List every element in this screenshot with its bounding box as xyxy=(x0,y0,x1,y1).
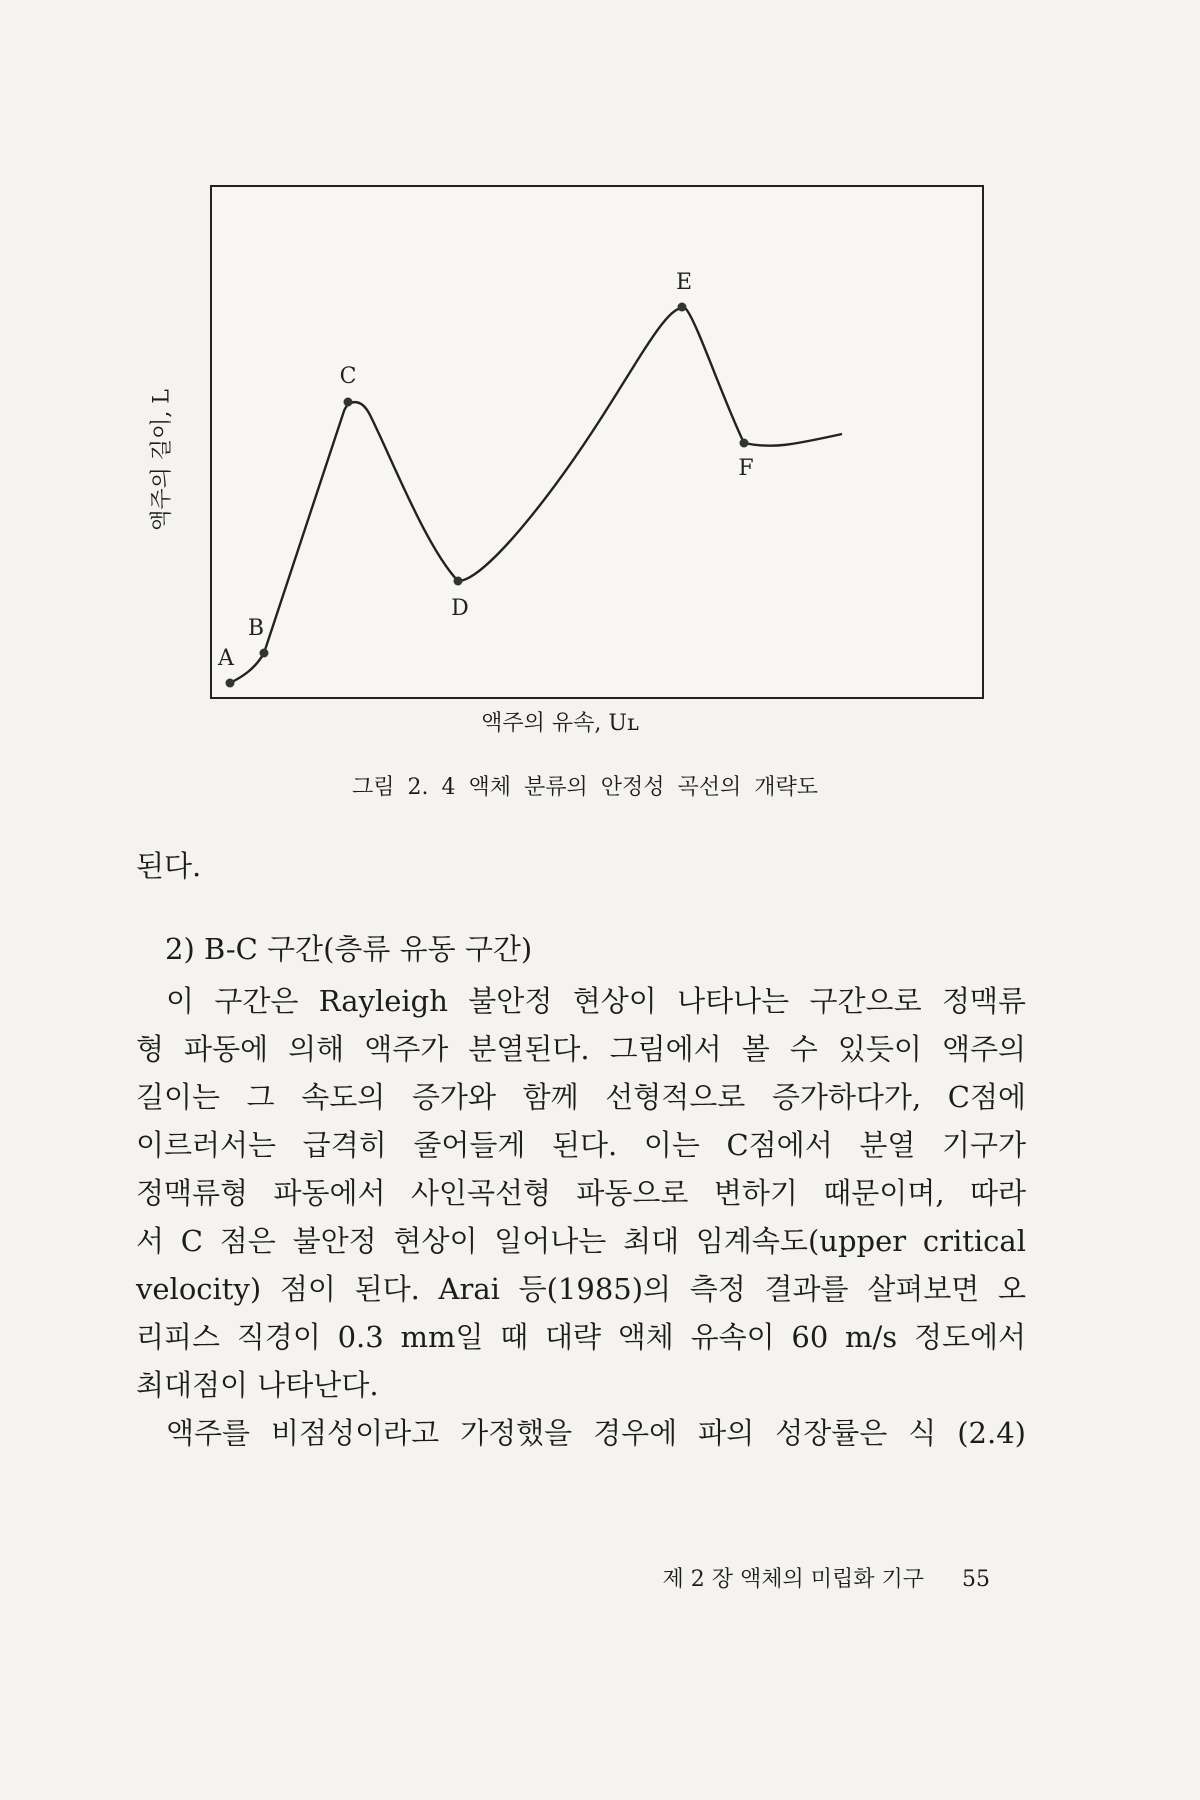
point-e-label: E xyxy=(675,270,693,295)
x-axis-label: 액주의 유속, Uʟ xyxy=(481,711,639,736)
stability-curve-figure xyxy=(210,185,984,699)
text-line: 길이는 그 속도의 증가와 함께 선형적으로 증가하다가, C점에 xyxy=(136,1080,1026,1114)
text-line: 형 파동에 의해 액주가 분열된다. 그림에서 볼 수 있듯이 액주의 xyxy=(136,1032,1026,1066)
stability-curve-plot xyxy=(212,187,982,697)
page-footer xyxy=(663,1562,990,1593)
point-e-marker xyxy=(678,303,687,312)
point-a-label: A xyxy=(218,646,234,671)
text-line: 서 C 점은 불안정 현상이 일어나는 최대 임계속도(upper critical xyxy=(136,1224,1026,1258)
point-d-label: D xyxy=(451,596,469,621)
point-b-label: B xyxy=(247,616,265,641)
text-line: 액주를 비점성이라고 가정했을 경우에 파의 성장률은 식 (2.4) xyxy=(166,1416,1026,1450)
stability-curve xyxy=(230,308,842,683)
text-line: 이르러서는 급격히 줄어들게 된다. 이는 C점에서 분열 기구가 xyxy=(136,1128,1026,1162)
point-d-marker xyxy=(454,577,463,586)
figure-caption: 그림 2. 4 액체 분류의 안정성 곡선의 개략도 xyxy=(352,775,818,800)
text-line: 이 구간은 Rayleigh 불안정 현상이 나타나는 구간으로 정맥류 xyxy=(166,984,1026,1018)
point-c-label: C xyxy=(339,364,357,389)
chapter-title: 제 2 장 액체의 미립화 기구 xyxy=(662,1567,924,1592)
page-number: 55 xyxy=(962,1567,990,1592)
paragraph-1 xyxy=(136,977,1026,1457)
previous-paragraph-end xyxy=(136,842,1026,890)
point-c-marker xyxy=(344,398,353,407)
text-line: 리피스 직경이 0.3 mm일 때 대략 액체 유속이 60 m/s 정도에서 xyxy=(136,1320,1026,1354)
y-axis-label: 액주의 길이, L xyxy=(149,389,175,531)
point-f-marker xyxy=(740,439,749,448)
text-line: 정맥류형 파동에서 사인곡선형 파동으로 변하기 때문이며, 따라 xyxy=(136,1176,1026,1210)
point-b-marker xyxy=(260,649,269,658)
section-heading: 2) B-C 구간(층류 유동 구간) xyxy=(165,932,533,966)
text-line: 최대점이 나타난다. xyxy=(136,1368,379,1402)
text-line: velocity) 점이 된다. Arai 등(1985)의 측정 결과를 살펴보면 오 xyxy=(136,1272,1026,1306)
text-line: 된다. xyxy=(136,849,202,883)
point-f-label: F xyxy=(738,456,754,481)
point-a-marker xyxy=(226,679,235,688)
